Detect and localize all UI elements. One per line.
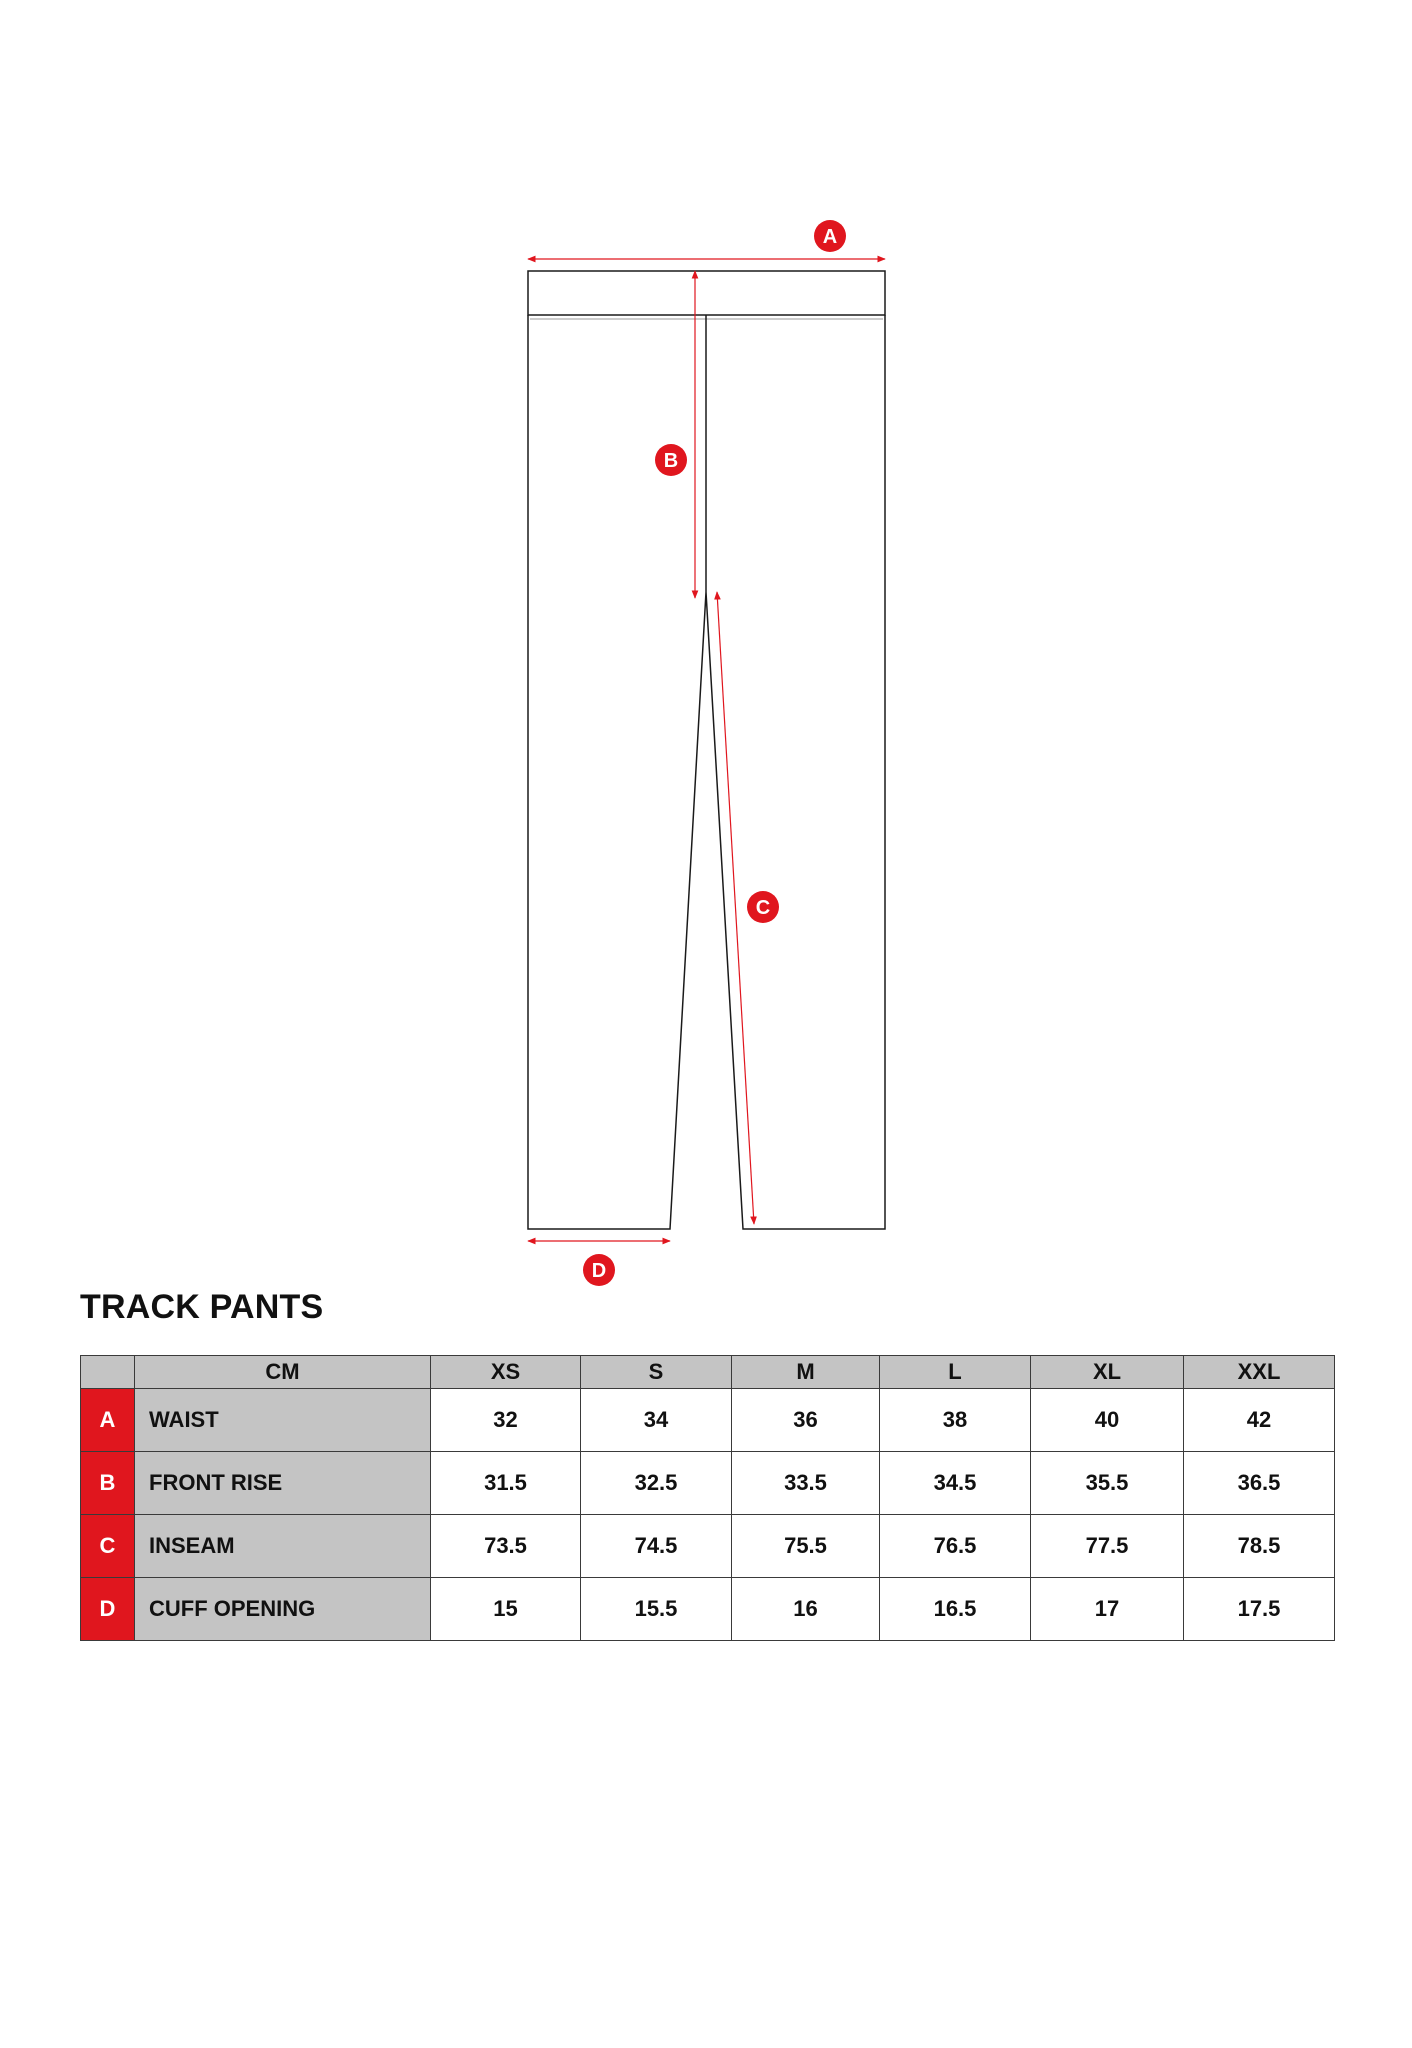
measure-value: 34.5 xyxy=(880,1452,1031,1515)
measure-value: 17.5 xyxy=(1184,1578,1335,1641)
table-row xyxy=(81,1515,1335,1578)
size-header: L xyxy=(880,1356,1031,1389)
marker-b xyxy=(655,444,687,476)
header-corner-cell xyxy=(81,1356,135,1389)
marker-c-label: C xyxy=(755,897,771,919)
measure-value: 32.5 xyxy=(581,1452,732,1515)
measure-key: C xyxy=(81,1515,135,1578)
marker-a-label: A xyxy=(822,226,838,248)
measure-value: 38 xyxy=(880,1389,1031,1452)
measure-value: 36 xyxy=(732,1389,880,1452)
page-title: TRACK PANTS xyxy=(80,1288,324,1326)
measure-value: 36.5 xyxy=(1184,1452,1335,1515)
measure-name: FRONT RISE xyxy=(135,1452,431,1515)
size-header: M xyxy=(732,1356,880,1389)
size-table xyxy=(80,1355,1335,1641)
size-header: S xyxy=(581,1356,732,1389)
size-header: XXL xyxy=(1184,1356,1335,1389)
measure-value: 15.5 xyxy=(581,1578,732,1641)
measure-value: 32 xyxy=(431,1389,581,1452)
measure-value: 35.5 xyxy=(1031,1452,1184,1515)
measure-key: D xyxy=(81,1578,135,1641)
measure-value: 78.5 xyxy=(1184,1515,1335,1578)
measure-value: 76.5 xyxy=(880,1515,1031,1578)
table-header-row xyxy=(81,1356,1335,1389)
measure-value: 33.5 xyxy=(732,1452,880,1515)
marker-c xyxy=(747,891,779,923)
size-header: XL xyxy=(1031,1356,1184,1389)
table-row xyxy=(81,1452,1335,1515)
measure-value: 34 xyxy=(581,1389,732,1452)
measure-name: WAIST xyxy=(135,1389,431,1452)
measure-value: 16.5 xyxy=(880,1578,1031,1641)
measure-value: 40 xyxy=(1031,1389,1184,1452)
measure-value: 15 xyxy=(431,1578,581,1641)
measure-value: 16 xyxy=(732,1578,880,1641)
measure-key: A xyxy=(81,1389,135,1452)
measure-value: 75.5 xyxy=(732,1515,880,1578)
marker-a xyxy=(814,220,846,252)
measure-name: INSEAM xyxy=(135,1515,431,1578)
marker-d-label: D xyxy=(591,1260,607,1282)
measure-name: CUFF OPENING xyxy=(135,1578,431,1641)
marker-b-label: B xyxy=(663,450,679,472)
measure-value: 74.5 xyxy=(581,1515,732,1578)
measure-value: 17 xyxy=(1031,1578,1184,1641)
table-row xyxy=(81,1578,1335,1641)
measure-value: 42 xyxy=(1184,1389,1335,1452)
pants-outline xyxy=(528,271,885,1229)
size-header: XS xyxy=(431,1356,581,1389)
measure-value: 77.5 xyxy=(1031,1515,1184,1578)
measure-value: 73.5 xyxy=(431,1515,581,1578)
waistband xyxy=(528,271,885,315)
unit-header: CM xyxy=(135,1356,431,1389)
table-row xyxy=(81,1389,1335,1452)
measure-value: 31.5 xyxy=(431,1452,581,1515)
measure-key: B xyxy=(81,1452,135,1515)
marker-d xyxy=(583,1254,615,1286)
